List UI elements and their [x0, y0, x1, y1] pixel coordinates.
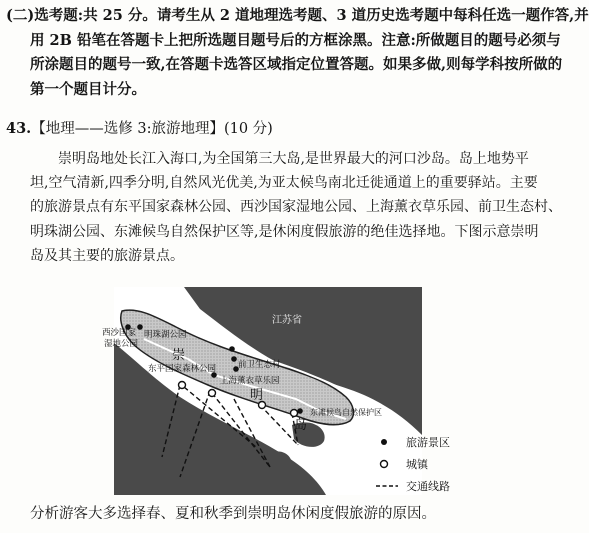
legend-town-icon: [381, 461, 388, 468]
spot-label-qianwei: 前卫生态村: [238, 360, 281, 370]
legend-spot-label: 旅游景区: [406, 436, 450, 449]
spot-label-dongtan: 东滩候鸟自然保护区: [310, 408, 382, 417]
island-label: 崇: [172, 348, 186, 363]
town-marker: [209, 390, 216, 397]
instructions-line: 所涂题目的题号一致,在答题卡选答区域指定位置答题。如果多做,则每学科按所做的: [30, 56, 563, 73]
question-prompt: 分析游客大多选择春、夏和秋季到崇明岛休闲度假旅游的原因。: [30, 506, 436, 522]
spot-label-dongping: 东平国家森林公园: [148, 364, 217, 374]
spot-marker: [229, 346, 235, 352]
legend-spot-icon: [381, 439, 387, 445]
island-label: 岛: [294, 418, 308, 433]
spot-label-xisha: 湿地公园: [104, 339, 139, 349]
spot-marker: [137, 324, 143, 330]
spot-label-lavender: 上海薰衣草乐园: [220, 376, 280, 386]
instructions: [6, 4, 589, 102]
question-paragraph: [30, 147, 562, 268]
province-label: 江苏省: [272, 315, 302, 326]
spot-marker: [231, 356, 237, 362]
town-marker: [291, 410, 298, 417]
instructions-line: (二)选考题:共 25 分。请考生从 2 道地理选考题、3 道历史选考题中每科任选一题作答,并: [6, 7, 589, 24]
instructions-line: 用 2B 铅笔在答题卡上把所选题目题号后的方框涂黑。注意:所做题目的题号必须与: [30, 31, 561, 49]
map-legend: [376, 430, 526, 496]
island-label: 明: [250, 388, 264, 403]
paragraph-line: 坦,空气清新,四季分明,自然风光优美,为亚太候鸟南北迁徙通道上的重要驿站。主要: [30, 175, 538, 192]
paragraph-line: 崇明岛地处长江入海口,为全国第三大岛,是世界最大的河口沙岛。岛上地势平: [58, 151, 529, 167]
spot-marker: [297, 408, 303, 414]
question-title: 【地理——选修 3:旅游地理】(10 分): [31, 121, 273, 137]
paragraph-line: 明珠湖公园、东滩候鸟自然保护区等,是休闲度假旅游的绝佳选择地。下图示意崇明: [30, 223, 539, 240]
paragraph-line: 的旅游景点有东平国家森林公园、西沙国家湿地公园、上海薰衣草乐园、前卫生态村、: [30, 199, 562, 216]
question-header: [6, 119, 273, 139]
spot-label-xisha: 西沙国家: [102, 328, 137, 338]
legend-route-label: 交通线路: [406, 480, 450, 493]
legend-town-label: 城镇: [406, 458, 428, 471]
spot-label-mingzhu: 明珠湖公园: [144, 330, 187, 340]
instructions-line: 第一个题目计分。: [30, 80, 146, 98]
paragraph-line: 岛及其主要的旅游景点。: [30, 247, 184, 264]
question-number: 43.: [6, 120, 32, 137]
town-marker: [179, 382, 186, 389]
